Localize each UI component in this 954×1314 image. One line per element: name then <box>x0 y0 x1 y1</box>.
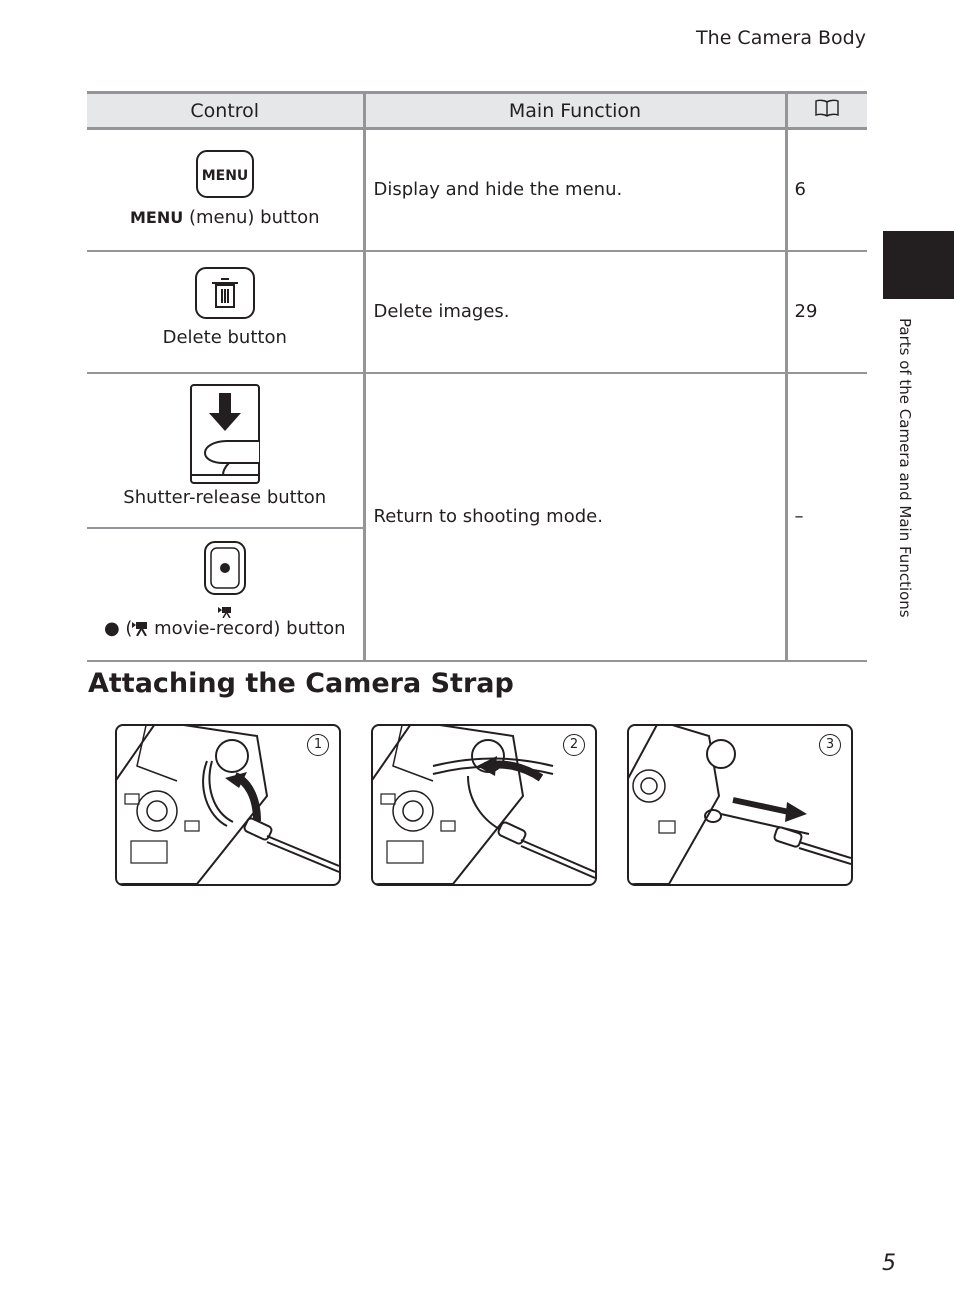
control-label: movie-record) button <box>154 618 346 639</box>
section-title: Attaching the Camera Strap <box>88 668 514 699</box>
reference-cell: – <box>786 373 867 661</box>
control-label: Delete button <box>162 326 287 348</box>
svg-text:MENU: MENU <box>201 167 249 184</box>
control-cell <box>87 251 364 373</box>
chapter-tab <box>883 231 954 299</box>
control-label: (menu) button <box>188 206 320 228</box>
delete-button-icon <box>193 265 257 321</box>
movie-record-button-icon <box>203 540 247 596</box>
camera-strap-illustration <box>629 726 851 884</box>
step-number-badge: 2 <box>563 734 585 756</box>
function-cell: Delete images. <box>364 251 786 373</box>
control-cell <box>87 373 364 528</box>
page-number: 5 <box>882 1251 896 1276</box>
camera-strap-illustration <box>373 726 595 884</box>
column-header-control: Control <box>87 93 364 129</box>
table-row <box>87 373 867 528</box>
table-header-row <box>87 93 867 129</box>
strap-figure-step-1 <box>115 724 341 886</box>
menu-glyph: MENU <box>129 207 184 227</box>
record-dot-glyph: ● ( <box>103 618 133 639</box>
controls-table <box>87 91 867 662</box>
reference-cell: 29 <box>786 251 867 373</box>
running-head: The Camera Body <box>696 27 866 49</box>
function-cell: Return to shooting mode. <box>364 373 786 661</box>
step-number-badge: 3 <box>819 734 841 756</box>
column-header-reference <box>786 93 867 129</box>
book-reference-icon <box>814 98 840 118</box>
column-header-main-function: Main Function <box>364 93 786 129</box>
movie-camera-icon <box>132 620 148 636</box>
movie-camera-icon <box>218 606 232 618</box>
function-cell: Display and hide the menu. <box>364 129 786 251</box>
shutter-press-icon <box>189 383 261 485</box>
strap-figure-step-3 <box>627 724 853 886</box>
menu-button-icon <box>195 149 255 199</box>
strap-figure-step-2 <box>371 724 597 886</box>
control-cell <box>87 129 364 251</box>
reference-cell: 6 <box>786 129 867 251</box>
step-number-badge: 1 <box>307 734 329 756</box>
control-cell <box>87 528 364 661</box>
camera-strap-illustration <box>117 726 339 884</box>
control-label: Shutter-release button <box>123 487 327 508</box>
table-row <box>87 251 867 373</box>
chapter-tab-label: Parts of the Camera and Main Functions <box>896 318 914 618</box>
table-row <box>87 129 867 251</box>
